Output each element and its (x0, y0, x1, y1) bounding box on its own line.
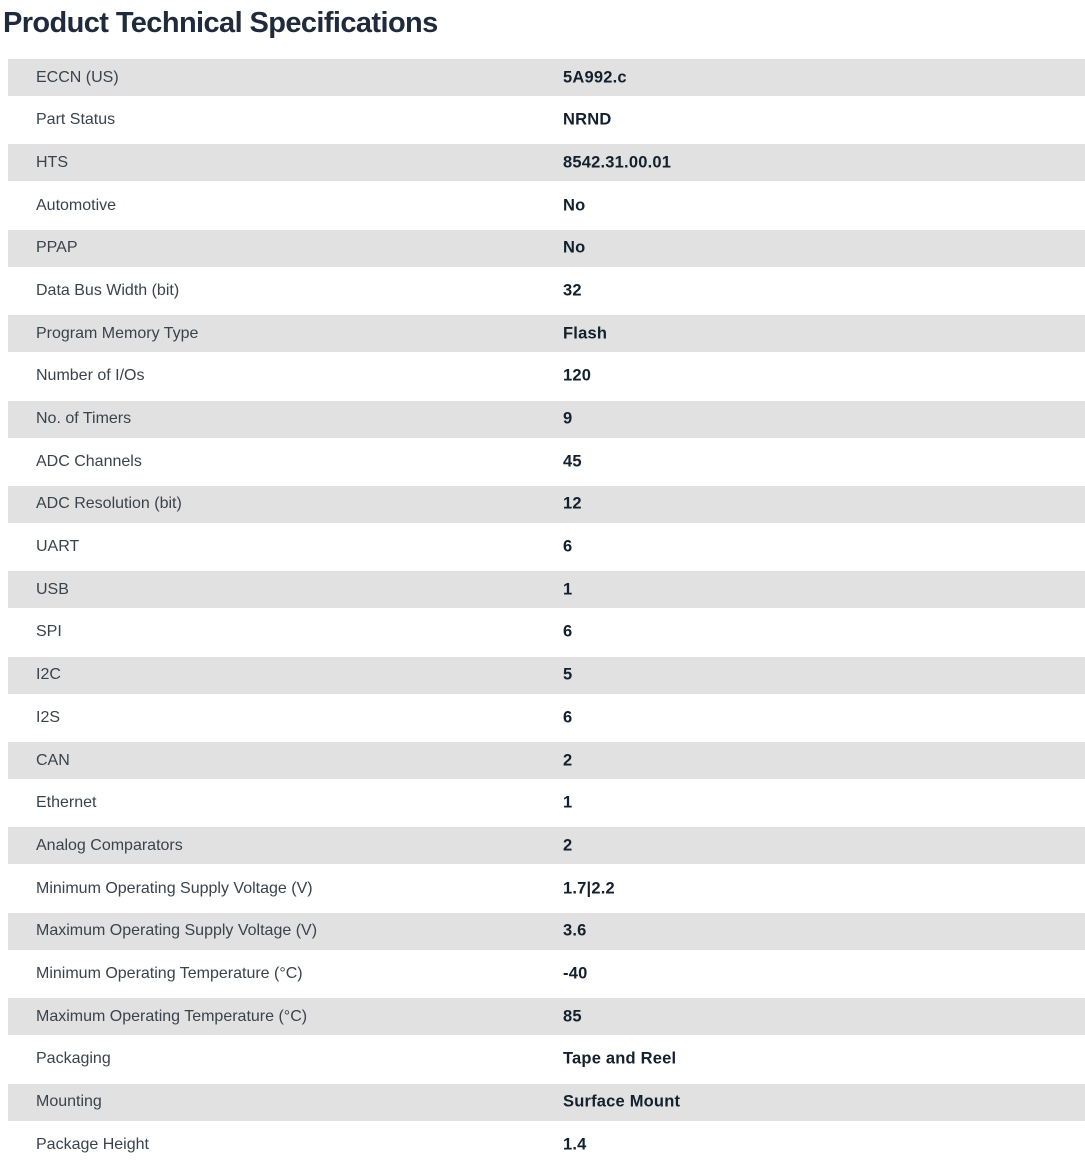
spec-label: SPI (36, 623, 62, 641)
spec-label: HTS (36, 153, 68, 171)
spec-label: No. of Timers (36, 410, 132, 427)
spec-value: 85 (563, 1007, 582, 1026)
spec-row (8, 358, 1085, 395)
page-title: Product Technical Specifications (3, 7, 438, 39)
spec-value: 6 (563, 537, 573, 556)
spec-row (8, 913, 1085, 950)
spec-row (8, 443, 1085, 480)
spec-row (8, 59, 1085, 96)
spec-value: No (563, 238, 586, 257)
spec-value: 1.7|2.2 (563, 879, 615, 898)
spec-label: Maximum Operating Supply Voltage (V) (36, 922, 318, 940)
spec-row (8, 401, 1085, 438)
spec-label: Packaging (36, 1050, 111, 1068)
spec-row (8, 102, 1085, 139)
spec-row (8, 998, 1085, 1035)
spec-value: 12 (563, 494, 582, 513)
spec-value: 8542.31.00.01 (563, 153, 672, 172)
spec-label: CAN (36, 751, 70, 769)
spec-value: 2 (563, 836, 573, 855)
spec-value: 6 (563, 622, 573, 641)
spec-row (8, 699, 1085, 736)
spec-label: I2C (36, 666, 61, 684)
spec-value: 1 (563, 580, 573, 599)
spec-label: Mounting (36, 1093, 102, 1110)
spec-label: Maximum Operating Temperature (°C) (36, 1007, 308, 1025)
spec-value: 5 (563, 665, 573, 684)
spec-row (8, 657, 1085, 694)
spec-label: Program Memory Type (36, 324, 199, 342)
spec-row (8, 742, 1085, 779)
spec-value: 6 (563, 708, 573, 727)
spec-row (8, 144, 1085, 181)
spec-label: Number of I/Os (36, 367, 145, 385)
spec-value: -40 (563, 964, 588, 983)
spec-value: Flash (563, 324, 608, 343)
spec-value: Surface Mount (563, 1092, 681, 1111)
spec-label: ECCN (US) (36, 68, 119, 86)
spec-value: 5A992.c (563, 68, 627, 86)
spec-row (8, 870, 1085, 907)
spec-label: ADC Resolution (bit) (36, 495, 182, 513)
spec-label: Minimum Operating Supply Voltage (V) (36, 879, 313, 897)
spec-row (8, 315, 1085, 352)
spec-label: PPAP (36, 239, 78, 257)
spec-label: Minimum Operating Temperature (°C) (36, 964, 303, 982)
spec-value: 2 (563, 751, 573, 769)
spec-value: NRND (563, 110, 612, 129)
spec-row (8, 272, 1085, 309)
spec-label: Automotive (36, 196, 117, 214)
spec-value: 9 (563, 409, 573, 428)
spec-row (8, 955, 1085, 992)
spec-value: 1 (563, 793, 573, 812)
spec-row (8, 614, 1085, 651)
spec-row (8, 1084, 1085, 1121)
spec-value: 1.4 (563, 1135, 587, 1154)
spec-label: USB (36, 580, 69, 598)
spec-row (8, 827, 1085, 864)
spec-label: I2S (36, 708, 61, 726)
spec-label: Part Status (36, 111, 116, 129)
spec-row (8, 571, 1085, 608)
spec-value: 32 (563, 281, 582, 300)
spec-label: Analog Comparators (36, 836, 183, 854)
spec-label: Data Bus Width (bit) (36, 281, 180, 299)
spec-row (8, 1126, 1085, 1163)
spec-value: 45 (563, 452, 582, 471)
spec-row (8, 529, 1085, 566)
spec-table (0, 59, 1085, 1163)
spec-value: No (563, 196, 586, 215)
spec-value: 3.6 (563, 921, 587, 940)
spec-label: ADC Channels (36, 452, 142, 470)
spec-row (8, 486, 1085, 523)
spec-row (8, 230, 1085, 267)
spec-value: Tape and Reel (563, 1049, 677, 1068)
spec-row (8, 187, 1085, 224)
spec-label: Ethernet (36, 794, 97, 812)
spec-row (8, 785, 1085, 822)
spec-value: 120 (563, 366, 592, 385)
spec-label: UART (36, 538, 80, 556)
spec-row (8, 1041, 1085, 1078)
spec-label: Package Height (36, 1135, 149, 1153)
